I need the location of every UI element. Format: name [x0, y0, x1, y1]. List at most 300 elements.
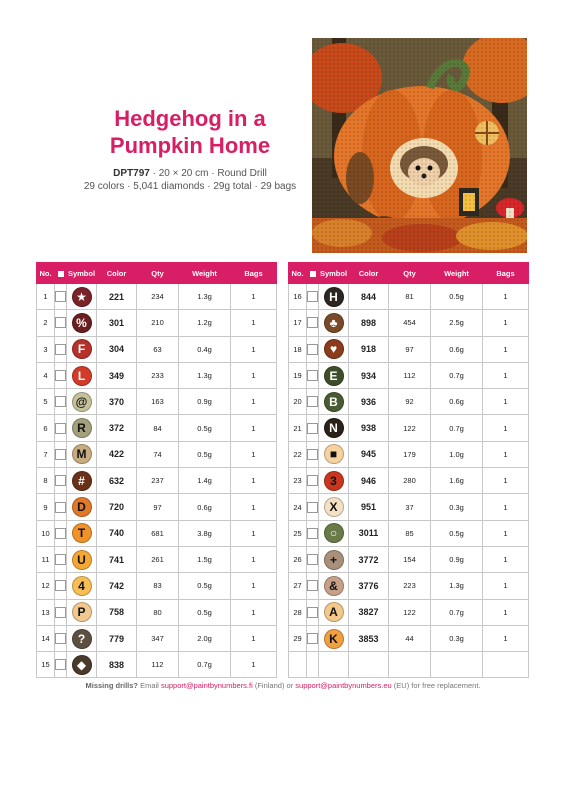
- symbol-cell: [67, 599, 97, 625]
- qty-cell: 37: [389, 494, 431, 520]
- footer-text-2: (Finland) or: [252, 681, 296, 690]
- no-cell: 17: [289, 310, 307, 336]
- color-code-cell: 844: [349, 284, 389, 310]
- footer-lead: Missing drills?: [85, 681, 139, 690]
- bags-cell: 1: [231, 652, 277, 678]
- bags-cell: 1: [231, 599, 277, 625]
- color-code-cell: 951: [349, 494, 389, 520]
- no-cell: 19: [289, 362, 307, 388]
- symbol-cell: [67, 652, 97, 678]
- weight-cell: 2.5g: [431, 310, 483, 336]
- no-cell: 8: [37, 468, 55, 494]
- product-size: · 20 × 20 cm · Round Drill: [149, 168, 267, 179]
- table-header-row: [289, 263, 529, 284]
- symbol-cell: [319, 494, 349, 520]
- row-checkbox[interactable]: [55, 396, 66, 407]
- empty-cell: [431, 652, 483, 678]
- qty-cell: 179: [389, 441, 431, 467]
- color-code-cell: 918: [349, 336, 389, 362]
- checkbox-cell: [307, 546, 319, 572]
- symbol-cell: [67, 520, 97, 546]
- qty-cell: 122: [389, 599, 431, 625]
- qty-cell: 112: [389, 362, 431, 388]
- title-line-1: Hedgehog in a: [114, 106, 266, 131]
- symbol-badge: U: [72, 550, 92, 570]
- row-checkbox[interactable]: [307, 475, 318, 486]
- table-row: [37, 468, 277, 494]
- color-code-cell: 3011: [349, 520, 389, 546]
- color-code-cell: 370: [97, 389, 137, 415]
- no-cell: 23: [289, 468, 307, 494]
- symbol-badge: ♣: [324, 313, 344, 333]
- weight-cell: 0.7g: [431, 415, 483, 441]
- weight-cell: 1.5g: [179, 546, 231, 572]
- empty-cell: [289, 652, 307, 678]
- checkbox-cell: [55, 468, 67, 494]
- no-cell: 3: [37, 336, 55, 362]
- qty-cell: 210: [137, 310, 179, 336]
- weight-cell: 0.6g: [431, 336, 483, 362]
- weight-cell: 0.4g: [179, 336, 231, 362]
- row-checkbox[interactable]: [55, 475, 66, 486]
- bags-cell: 1: [483, 494, 529, 520]
- bags-cell: 1: [231, 573, 277, 599]
- weight-cell: 0.5g: [179, 599, 231, 625]
- color-code-cell: 946: [349, 468, 389, 494]
- no-cell: 15: [37, 652, 55, 678]
- table-row: [37, 520, 277, 546]
- qty-cell: 261: [137, 546, 179, 572]
- table-row: [37, 625, 277, 651]
- checkbox-cell: [307, 494, 319, 520]
- checkbox-cell: [307, 284, 319, 310]
- weight-cell: 1.3g: [179, 362, 231, 388]
- row-checkbox[interactable]: [55, 659, 66, 670]
- color-code-cell: 632: [97, 468, 137, 494]
- footer-note: [0, 681, 566, 690]
- row-checkbox[interactable]: [55, 291, 66, 302]
- symbol-badge: B: [324, 392, 344, 412]
- qty-cell: 97: [389, 336, 431, 362]
- col-weight: Weight: [179, 263, 231, 284]
- table-row: [37, 336, 277, 362]
- table-row: [289, 389, 529, 415]
- row-checkbox[interactable]: [307, 396, 318, 407]
- bags-cell: 1: [231, 284, 277, 310]
- symbol-cell: [67, 415, 97, 441]
- symbol-badge: ■: [324, 444, 344, 464]
- col-check-header: [55, 263, 67, 284]
- checkbox-cell: [55, 284, 67, 310]
- product-stats: 29 colors · 5,041 diamonds · 29g total · 29 bags: [83, 181, 297, 192]
- symbol-cell: [319, 468, 349, 494]
- qty-cell: 163: [137, 389, 179, 415]
- row-checkbox[interactable]: [307, 370, 318, 381]
- row-checkbox[interactable]: [55, 528, 66, 539]
- symbol-cell: [319, 362, 349, 388]
- weight-cell: 0.6g: [179, 494, 231, 520]
- table-row: [289, 546, 529, 572]
- bags-cell: 1: [231, 520, 277, 546]
- page-title: [60, 105, 320, 159]
- no-cell: 27: [289, 573, 307, 599]
- row-checkbox[interactable]: [55, 607, 66, 618]
- footer-text-3: (EU) for free replacement.: [391, 681, 481, 690]
- symbol-badge: A: [324, 602, 344, 622]
- no-cell: 14: [37, 625, 55, 651]
- col-symbol: Symbol: [67, 263, 97, 284]
- bags-cell: 1: [483, 310, 529, 336]
- table-header-row: [37, 263, 277, 284]
- weight-cell: 0.5g: [179, 573, 231, 599]
- no-cell: 24: [289, 494, 307, 520]
- row-checkbox[interactable]: [307, 580, 318, 591]
- product-specs: [60, 168, 320, 179]
- no-cell: 7: [37, 441, 55, 467]
- no-cell: 2: [37, 310, 55, 336]
- color-code-cell: 3772: [349, 546, 389, 572]
- checkbox-cell: [307, 362, 319, 388]
- weight-cell: 2.0g: [179, 625, 231, 651]
- symbol-badge: X: [324, 497, 344, 517]
- qty-cell: 83: [137, 573, 179, 599]
- qty-cell: 234: [137, 284, 179, 310]
- qty-cell: 112: [137, 652, 179, 678]
- table-row: [37, 573, 277, 599]
- bags-cell: 1: [483, 389, 529, 415]
- bags-cell: 1: [483, 599, 529, 625]
- no-cell: 11: [37, 546, 55, 572]
- checkbox-cell: [307, 625, 319, 651]
- weight-cell: 0.6g: [431, 389, 483, 415]
- col-no: No.: [289, 263, 307, 284]
- weight-cell: 0.3g: [431, 625, 483, 651]
- weight-cell: 0.7g: [431, 362, 483, 388]
- bags-cell: 1: [483, 415, 529, 441]
- bags-cell: 1: [483, 573, 529, 599]
- checkbox-cell: [55, 441, 67, 467]
- symbol-cell: [67, 284, 97, 310]
- bags-cell: 1: [483, 520, 529, 546]
- weight-cell: 3.8g: [179, 520, 231, 546]
- bags-cell: 1: [231, 441, 277, 467]
- color-code-cell: 740: [97, 520, 137, 546]
- weight-cell: 1.0g: [431, 441, 483, 467]
- weight-cell: 0.9g: [179, 389, 231, 415]
- symbol-cell: [67, 441, 97, 467]
- bags-cell: 1: [483, 625, 529, 651]
- color-code-cell: 372: [97, 415, 137, 441]
- row-checkbox[interactable]: [307, 633, 318, 644]
- symbol-cell: [319, 599, 349, 625]
- weight-cell: 1.3g: [431, 573, 483, 599]
- symbol-badge: E: [324, 366, 344, 386]
- symbol-badge: &: [324, 576, 344, 596]
- empty-cell: [389, 652, 431, 678]
- no-cell: 9: [37, 494, 55, 520]
- empty-cell: [349, 652, 389, 678]
- symbol-cell: [319, 520, 349, 546]
- color-code-cell: 936: [349, 389, 389, 415]
- checkbox-cell: [55, 573, 67, 599]
- symbol-badge: K: [324, 629, 344, 649]
- symbol-badge: M: [72, 444, 92, 464]
- table-row: [37, 284, 277, 310]
- symbol-badge: #: [72, 471, 92, 491]
- table-row: [37, 310, 277, 336]
- symbol-badge: +: [324, 550, 344, 570]
- row-checkbox[interactable]: [307, 317, 318, 328]
- symbol-cell: [67, 494, 97, 520]
- checkbox-cell: [307, 310, 319, 336]
- color-code-cell: 301: [97, 310, 137, 336]
- col-qty: Qty: [137, 263, 179, 284]
- symbol-badge: F: [72, 339, 92, 359]
- no-cell: 5: [37, 389, 55, 415]
- bags-cell: 1: [231, 468, 277, 494]
- col-weight: Weight: [431, 263, 483, 284]
- symbol-cell: [67, 625, 97, 651]
- checkbox-cell: [55, 336, 67, 362]
- email-link-eu[interactable]: support@paintbynumbers.eu: [295, 681, 392, 690]
- title-line-2: Pumpkin Home: [109, 133, 271, 158]
- no-cell: 18: [289, 336, 307, 362]
- symbol-cell: [319, 441, 349, 467]
- table-row: [37, 546, 277, 572]
- qty-cell: 122: [389, 415, 431, 441]
- table-row: [289, 468, 529, 494]
- no-cell: 28: [289, 599, 307, 625]
- weight-cell: 0.5g: [431, 284, 483, 310]
- table-row: [289, 494, 529, 520]
- col-bags: Bags: [483, 263, 529, 284]
- row-checkbox[interactable]: [307, 528, 318, 539]
- checkbox-cell: [55, 652, 67, 678]
- row-checkbox[interactable]: [307, 449, 318, 460]
- checkbox-cell: [55, 415, 67, 441]
- col-no: No.: [37, 263, 55, 284]
- row-checkbox[interactable]: [55, 502, 66, 513]
- table-row: [289, 310, 529, 336]
- preview-image: [312, 38, 527, 253]
- table-row: [289, 599, 529, 625]
- bags-cell: 1: [231, 546, 277, 572]
- qty-cell: 280: [389, 468, 431, 494]
- symbol-cell: [319, 573, 349, 599]
- bags-cell: 1: [231, 389, 277, 415]
- empty-cell: [307, 652, 319, 678]
- symbol-badge: ◆: [72, 655, 92, 675]
- weight-cell: 1.4g: [179, 468, 231, 494]
- palette-table-right: [288, 262, 529, 678]
- no-cell: 26: [289, 546, 307, 572]
- checkbox-cell: [307, 336, 319, 362]
- row-checkbox[interactable]: [55, 344, 66, 355]
- qty-cell: 223: [389, 573, 431, 599]
- qty-cell: 63: [137, 336, 179, 362]
- row-checkbox[interactable]: [307, 554, 318, 565]
- qty-cell: 454: [389, 310, 431, 336]
- qty-cell: 347: [137, 625, 179, 651]
- color-code-cell: 742: [97, 573, 137, 599]
- symbol-cell: [67, 362, 97, 388]
- row-checkbox[interactable]: [55, 554, 66, 565]
- symbol-badge: ○: [324, 523, 344, 543]
- qty-cell: 92: [389, 389, 431, 415]
- symbol-badge: 3: [324, 471, 344, 491]
- col-bags: Bags: [231, 263, 277, 284]
- col-symbol: Symbol: [319, 263, 349, 284]
- checkbox-cell: [55, 494, 67, 520]
- no-cell: 1: [37, 284, 55, 310]
- symbol-cell: [319, 546, 349, 572]
- row-checkbox[interactable]: [307, 344, 318, 355]
- no-cell: 21: [289, 415, 307, 441]
- row-checkbox[interactable]: [55, 449, 66, 460]
- symbol-badge: @: [72, 392, 92, 412]
- col-color: Color: [349, 263, 389, 284]
- color-code-cell: 838: [97, 652, 137, 678]
- no-cell: 25: [289, 520, 307, 546]
- color-code-cell: 934: [349, 362, 389, 388]
- weight-cell: 0.5g: [179, 415, 231, 441]
- empty-cell: [483, 652, 529, 678]
- table-row: [37, 389, 277, 415]
- qty-cell: 154: [389, 546, 431, 572]
- checkbox-cell: [307, 520, 319, 546]
- qty-cell: 97: [137, 494, 179, 520]
- table-row: [37, 652, 277, 678]
- symbol-badge: %: [72, 313, 92, 333]
- color-code-cell: 741: [97, 546, 137, 572]
- symbol-badge: N: [324, 418, 344, 438]
- symbol-badge: ♥: [324, 339, 344, 359]
- weight-cell: 0.7g: [179, 652, 231, 678]
- table-row: [37, 494, 277, 520]
- bags-cell: 1: [483, 336, 529, 362]
- color-code-cell: 3776: [349, 573, 389, 599]
- table-row: [289, 336, 529, 362]
- table-row: [289, 652, 529, 678]
- row-checkbox[interactable]: [55, 423, 66, 434]
- table-row: [289, 415, 529, 441]
- color-code-cell: 720: [97, 494, 137, 520]
- row-checkbox[interactable]: [307, 607, 318, 618]
- row-checkbox[interactable]: [307, 423, 318, 434]
- bags-cell: 1: [231, 336, 277, 362]
- bags-cell: 1: [231, 625, 277, 651]
- empty-cell: [319, 652, 349, 678]
- no-cell: 12: [37, 573, 55, 599]
- row-checkbox[interactable]: [55, 580, 66, 591]
- table-row: [37, 441, 277, 467]
- no-cell: 22: [289, 441, 307, 467]
- weight-cell: 1.6g: [431, 468, 483, 494]
- no-cell: 13: [37, 599, 55, 625]
- symbol-badge: D: [72, 497, 92, 517]
- symbol-badge: H: [324, 287, 344, 307]
- row-checkbox[interactable]: [55, 370, 66, 381]
- checkbox-cell: [307, 389, 319, 415]
- table-row: [37, 362, 277, 388]
- footer-text-1: Email: [138, 681, 161, 690]
- checkbox-header-icon: [58, 271, 64, 277]
- checkbox-header-icon: [310, 271, 316, 277]
- col-qty: Qty: [389, 263, 431, 284]
- qty-cell: 85: [389, 520, 431, 546]
- no-cell: 6: [37, 415, 55, 441]
- bags-cell: 1: [231, 494, 277, 520]
- palette-table-left: [36, 262, 277, 678]
- no-cell: 29: [289, 625, 307, 651]
- color-code-cell: 758: [97, 599, 137, 625]
- bags-cell: 1: [231, 310, 277, 336]
- checkbox-cell: [55, 389, 67, 415]
- symbol-badge: R: [72, 418, 92, 438]
- color-code-cell: 898: [349, 310, 389, 336]
- qty-cell: 681: [137, 520, 179, 546]
- table-row: [289, 573, 529, 599]
- bags-cell: 1: [483, 284, 529, 310]
- table-row: [289, 625, 529, 651]
- symbol-badge: L: [72, 366, 92, 386]
- qty-cell: 84: [137, 415, 179, 441]
- table-row: [289, 362, 529, 388]
- row-checkbox[interactable]: [55, 633, 66, 644]
- no-cell: 10: [37, 520, 55, 546]
- weight-cell: 0.7g: [431, 599, 483, 625]
- weight-cell: 0.3g: [431, 494, 483, 520]
- qty-cell: 233: [137, 362, 179, 388]
- checkbox-cell: [55, 546, 67, 572]
- row-checkbox[interactable]: [307, 291, 318, 302]
- symbol-badge: T: [72, 523, 92, 543]
- checkbox-cell: [55, 625, 67, 651]
- bags-cell: 1: [483, 546, 529, 572]
- color-code-cell: 221: [97, 284, 137, 310]
- weight-cell: 1.3g: [179, 284, 231, 310]
- bags-cell: 1: [483, 362, 529, 388]
- checkbox-cell: [307, 441, 319, 467]
- symbol-cell: [319, 389, 349, 415]
- checkbox-cell: [307, 599, 319, 625]
- color-code-cell: 945: [349, 441, 389, 467]
- symbol-cell: [67, 310, 97, 336]
- table-row: [289, 441, 529, 467]
- color-code-cell: 304: [97, 336, 137, 362]
- row-checkbox[interactable]: [55, 317, 66, 328]
- qty-cell: 80: [137, 599, 179, 625]
- symbol-cell: [319, 415, 349, 441]
- symbol-cell: [67, 389, 97, 415]
- symbol-cell: [67, 546, 97, 572]
- no-cell: 20: [289, 389, 307, 415]
- qty-cell: 74: [137, 441, 179, 467]
- row-checkbox[interactable]: [307, 502, 318, 513]
- qty-cell: 237: [137, 468, 179, 494]
- weight-cell: 0.5g: [179, 441, 231, 467]
- color-code-cell: 3827: [349, 599, 389, 625]
- symbol-cell: [67, 573, 97, 599]
- table-row: [37, 599, 277, 625]
- color-code-cell: 3853: [349, 625, 389, 651]
- product-code: DPT797: [113, 168, 150, 179]
- checkbox-cell: [307, 573, 319, 599]
- title-block: [60, 105, 320, 192]
- no-cell: 16: [289, 284, 307, 310]
- email-link-fi[interactable]: support@paintbynumbers.fi: [160, 681, 253, 690]
- symbol-cell: [67, 468, 97, 494]
